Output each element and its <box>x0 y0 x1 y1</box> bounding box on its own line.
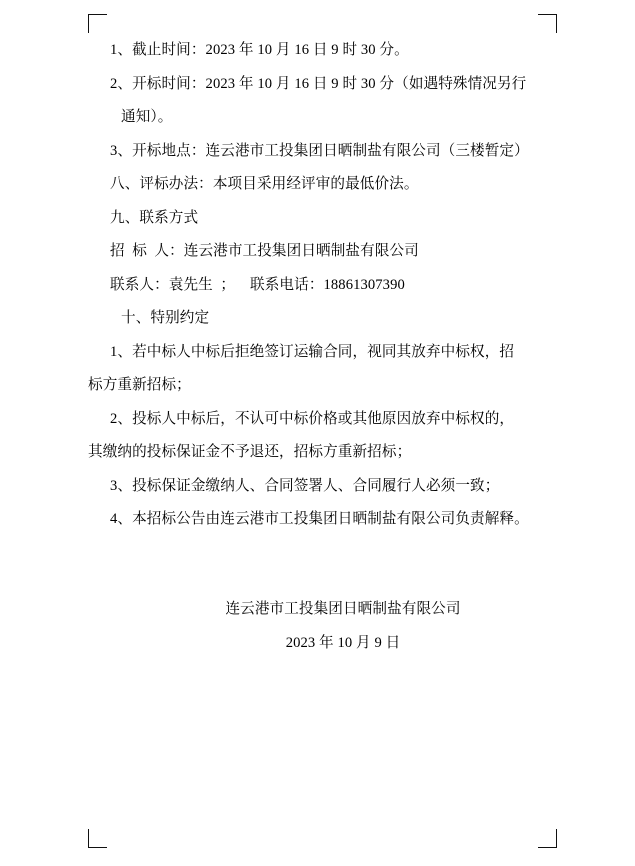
crop-mark-top-right <box>538 14 557 33</box>
signature-block <box>88 592 558 660</box>
crop-mark-bottom-right <box>538 829 557 848</box>
paragraph-term-2: 2、投标人中标后，不认可中标价格或其他原因放弃中标权的， <box>110 410 515 427</box>
paragraph-deadline: 1、截止时间：2023 年 10 月 16 日 9 时 30 分。 <box>110 42 409 58</box>
paragraph-contact-heading: 九、联系方式 <box>110 209 199 226</box>
document-body <box>88 34 558 660</box>
paragraph-evaluation-method: 八、评标办法：本项目采用经评审的最低价法。 <box>110 176 419 192</box>
paragraph-contact-person: 联系人：袁先生 ； 联系电话：18861307390 <box>110 276 405 293</box>
paragraph-tenderee: 招 标 人：连云港市工投集团日晒制盐有限公司 <box>110 243 419 259</box>
paragraph-term-3: 3、投标保证金缴纳人、合同签署人、合同履行人必须一致； <box>110 477 500 494</box>
crop-mark-bottom-left <box>88 829 107 848</box>
paragraph-bid-opening-time: 2、开标时间：2023 年 10 月 16 日 9 时 30 分（如遇特殊情况另行 <box>110 75 527 92</box>
paragraph-term-1: 1、若中标人中标后拒绝签订运输合同，视同其放弃中标权，招 <box>110 343 515 360</box>
paragraph-term-1-cont: 标方重新招标； <box>88 377 191 393</box>
paragraph-special-terms-heading: 十、特别约定 <box>121 310 210 326</box>
crop-mark-top-left <box>88 14 107 33</box>
signature-company: 连云港市工投集团日晒制盐有限公司 <box>225 600 461 617</box>
paragraph-bid-opening-place: 3、开标地点：连云港市工投集团日晒制盐有限公司（三楼暂定） <box>110 142 529 159</box>
paragraph-term-4: 4、本招标公告由连云港市工投集团日晒制盐有限公司负责解释。 <box>110 511 529 527</box>
signature-date: 2023 年 10 月 9 日 <box>285 634 401 651</box>
paragraph-term-2-cont: 其缴纳的投标保证金不予退还，招标方重新招标； <box>88 444 412 460</box>
paragraph-bid-opening-time-cont: 通知）。 <box>121 109 173 125</box>
